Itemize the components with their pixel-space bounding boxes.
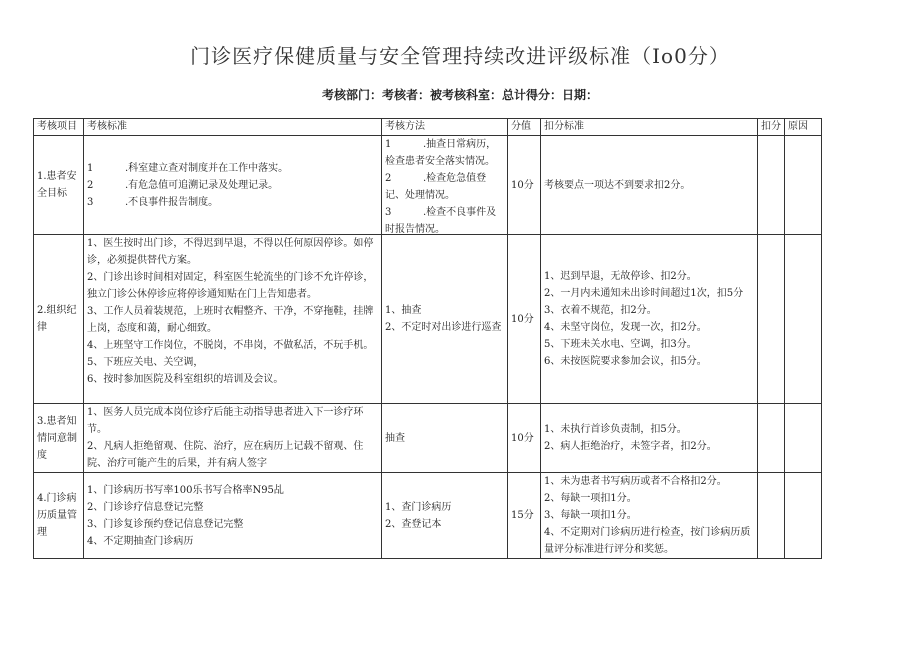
standard-cell bbox=[84, 473, 382, 559]
list-item: 5、下班应关电、关空调， bbox=[87, 357, 204, 368]
list-item: 3 .检查不良事件及时报告情况。 bbox=[385, 207, 497, 234]
table-row bbox=[34, 473, 822, 559]
header-deduct: 扣分 bbox=[758, 119, 785, 136]
rule-cell: 1、迟到早退，无故停诊、扣2分。 2、一月内未通知未出诊时间超过1次，扣5分 3、衣着不规范，扣2分。 4、未坚守岗位，发现一次，扣2分。 5、下班未关水电、空调，扣3分。 6、未按医院要求参加会议，扣5分。 bbox=[541, 235, 758, 404]
item-cell: 1.患者安全目标 bbox=[34, 136, 84, 235]
header-standard: 考核标准 bbox=[84, 119, 382, 136]
header-score: 分值 bbox=[508, 119, 541, 136]
deduct-cell[interactable] bbox=[758, 404, 785, 473]
reason-cell[interactable] bbox=[785, 404, 822, 473]
item-cell: 3.患者知情同意制度 bbox=[34, 404, 84, 473]
list-item: 3 .不良事件报告制度。 bbox=[87, 196, 219, 208]
item-cell: 4.门诊病历质量管理 bbox=[34, 473, 84, 559]
score-cell: 15分 bbox=[508, 473, 541, 559]
list-item: 1、医务人员完成本岗位诊疗后能主动指导患者进入下一诊疗环节。 bbox=[87, 407, 364, 435]
list-item: 2、凡病人拒绝留观、住院、治疗，应在病历上记载不留观、住院、治疗可能产生的后果，并有病人签字 bbox=[87, 441, 364, 469]
rule-cell: 1、未执行首诊负责制，扣5分。 2、病人拒绝治疗，未签字者，扣2分。 bbox=[541, 404, 758, 473]
table-row bbox=[34, 235, 822, 404]
list-item: 1、门诊病历书写率100乐书写合格率N95乩 bbox=[87, 484, 284, 496]
reason-cell[interactable] bbox=[785, 473, 822, 559]
item-cell: 2.组织纪律 bbox=[34, 235, 84, 404]
page-subtitle: 考核部门：考核者：被考核科室：总计得分：日期： bbox=[321, 88, 598, 102]
table-row bbox=[34, 404, 822, 473]
rule-cell: 考核要点一项达不到要求扣2分。 bbox=[541, 136, 758, 235]
method-cell: 抽查 bbox=[382, 404, 508, 473]
deduct-cell[interactable] bbox=[758, 235, 785, 404]
table-header-row bbox=[34, 119, 822, 136]
reason-cell[interactable] bbox=[785, 235, 822, 404]
standard-cell bbox=[84, 136, 382, 235]
list-item: 3、工作人员着装规范，上班时衣帽整齐、干净，不穿拖鞋，挂牌上岗，态度和蔼，耐心细致。 bbox=[87, 306, 374, 334]
header-rule: 扣分标准 bbox=[541, 119, 758, 136]
header-item: 考核项目 bbox=[34, 119, 84, 136]
deduct-cell[interactable] bbox=[758, 136, 785, 235]
list-item: 1 .抽查日常病历，检查患者安全落实情况。 bbox=[385, 139, 497, 167]
deduct-cell[interactable] bbox=[758, 473, 785, 559]
page-title: 门诊医疗保健质量与安全管理持续改进评级标准（Io0分） bbox=[190, 44, 730, 68]
method-cell: 1、查门诊病历 2、查登记本 bbox=[382, 473, 508, 559]
list-item: 2、门诊出诊时间相对固定，科室医生轮流坐的门诊不允许停诊，独立门诊公休停诊应将停诊通知贴在门上告知患者。 bbox=[87, 272, 374, 300]
method-cell: 1、抽查 2、不定时对出诊进行巡查 bbox=[382, 235, 508, 404]
table-row bbox=[34, 136, 822, 235]
list-item: 6、按时参加医院及科室组织的培训及会议。 bbox=[87, 374, 284, 385]
list-item: 2 .检查危急值登记、处理情况。 bbox=[385, 173, 487, 201]
header-method: 考核方法 bbox=[382, 119, 508, 136]
evaluation-table bbox=[33, 118, 822, 559]
score-cell: 10分 bbox=[508, 136, 541, 235]
list-item: 2、门诊诊疗信息登记完整 bbox=[87, 501, 204, 513]
rule-cell: 1、未为患者书写病历或者不合格扣2分。 2、每缺一项扣1分。 3、每缺一项扣1分。 4、不定期对门诊病历进行检查，按门诊病历质量评分标准进行评分和奖惩。 bbox=[541, 473, 758, 559]
list-item: 3、门诊复诊预约登记信息登记完整 bbox=[87, 518, 244, 530]
list-item: 1、医生按时出门诊，不得迟到早退，不得以任何原因停诊。如停诊，必须提供替代方案。 bbox=[87, 238, 374, 266]
score-cell: 10分 bbox=[508, 235, 541, 404]
score-cell: 10分 bbox=[508, 404, 541, 473]
standard-cell bbox=[84, 235, 382, 404]
list-item: 4、不定期抽查门诊病历 bbox=[87, 535, 194, 547]
reason-cell[interactable] bbox=[785, 136, 822, 235]
header-reason: 原因 bbox=[785, 119, 822, 136]
standard-cell bbox=[84, 404, 382, 473]
list-item: 2 .有危急值可追溯记录及处理记录。 bbox=[87, 179, 279, 191]
method-cell bbox=[382, 136, 508, 235]
list-item: 1 .科室建立查对制度并在工作中落实。 bbox=[87, 162, 289, 174]
list-item: 4、上班坚守工作岗位，不脱岗，不串岗，不做私活，不玩手机。 bbox=[87, 340, 374, 351]
